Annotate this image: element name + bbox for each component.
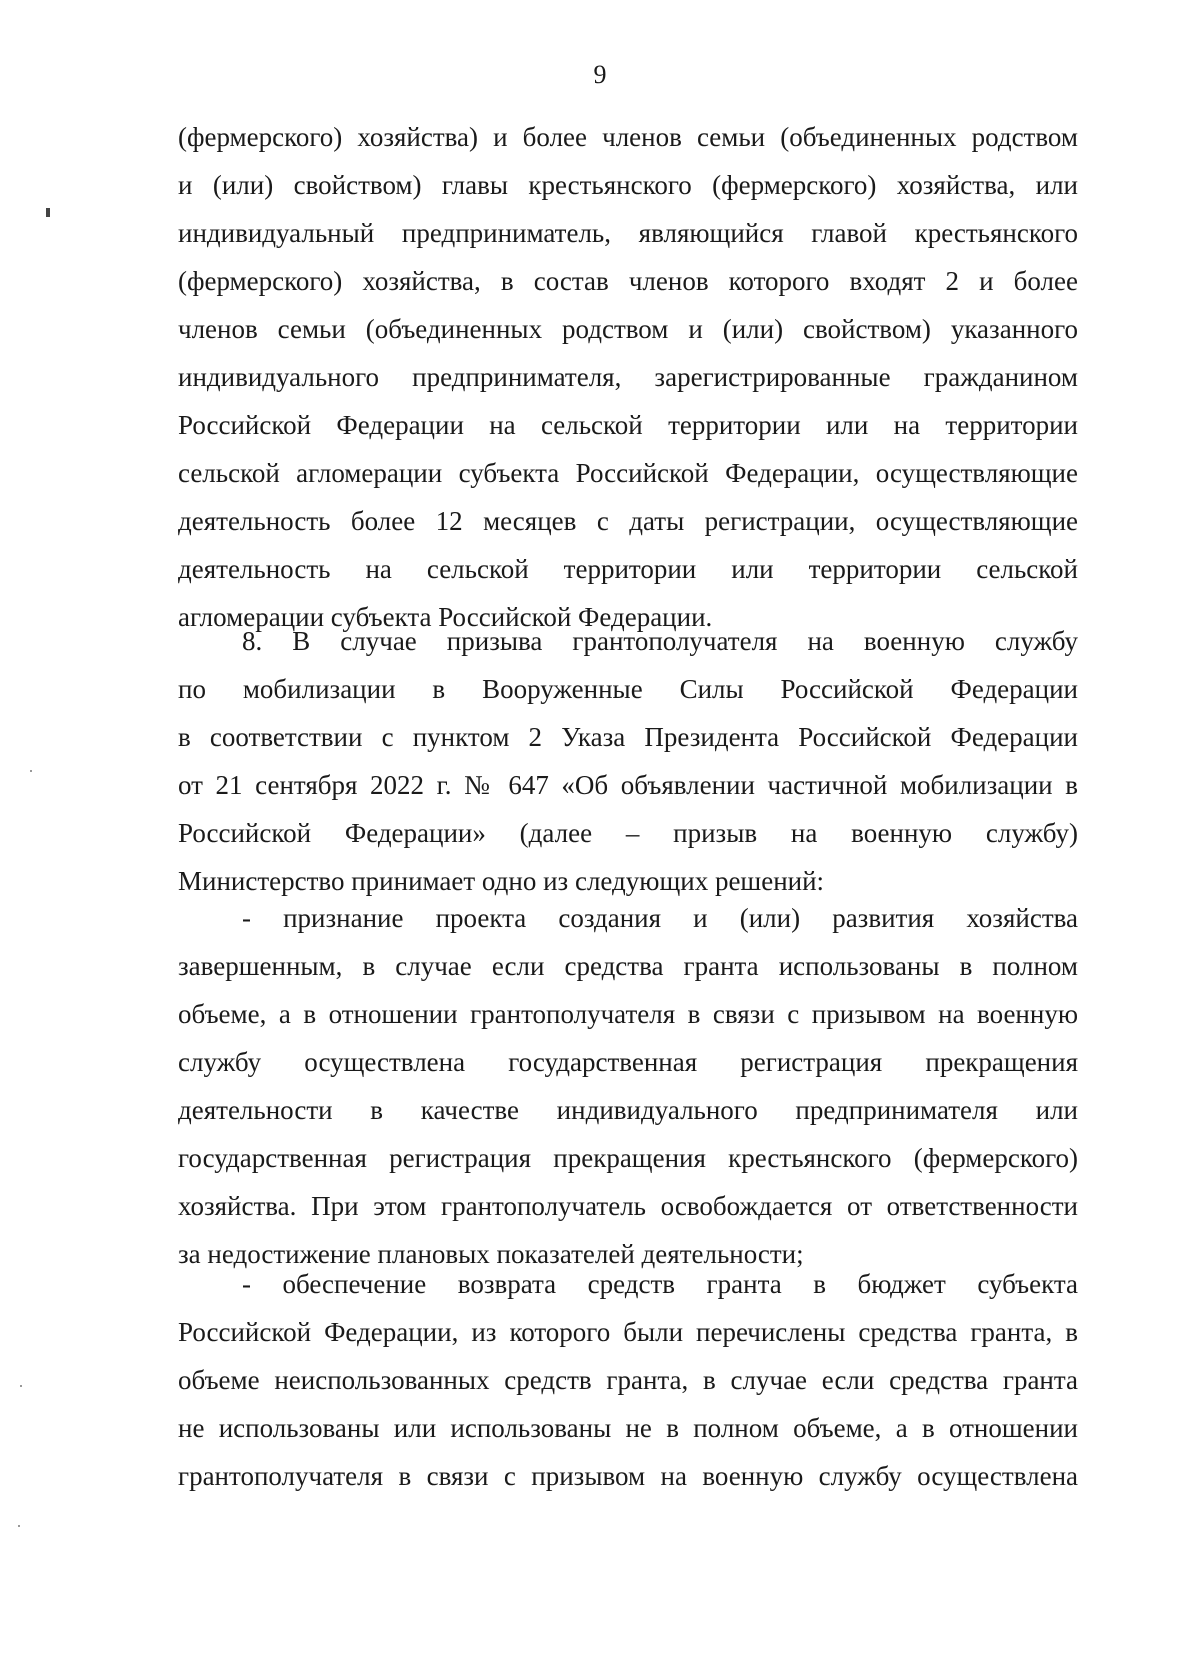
text-line: объеме неиспользованных средств гранта, в случае если средства гранта [178,1365,1078,1395]
text-line: государственная регистрация прекращения крестьянского (фермерского) [178,1143,1078,1173]
text-line: индивидуальный предприниматель, являющийся главой крестьянского [178,218,1078,248]
paragraph-continuation [178,113,1078,641]
text-line: за недостижение плановых показателей деятельности; [178,1239,804,1269]
text-line: и (или) свойством) главы крестьянского (фермерского) хозяйства, или [178,170,1078,200]
text-line: деятельность более 12 месяцев с даты регистрации, осуществляющие [178,506,1078,536]
text-line: в соответствии с пунктом 2 Указа Президента Российской Федерации [178,722,1078,752]
scan-speck [30,770,32,772]
scan-speck [20,1385,22,1387]
text-line: грантополучателя в связи с призывом на военную службу осуществлена [178,1461,1078,1491]
text-line: по мобилизации в Вооруженные Силы Российской Федерации [178,674,1078,704]
text-line: Министерство принимает одно из следующих решений: [178,866,825,896]
text-line: деятельность на сельской территории или территории сельской [178,554,1078,584]
text-line: Российской Федерации» (далее – призыв на военную службу) [178,818,1078,848]
text-line: Российской Федерации, из которого были перечислены средства гранта, в [178,1317,1078,1347]
text-line: сельской агломерации субъекта Российской Федерации, осуществляющие [178,458,1078,488]
text-line: объеме, а в отношении грантополучателя в связи с призывом на военную [178,999,1078,1029]
text-line: - признание проекта создания и (или) развития хозяйства [242,903,1078,933]
margin-scan-mark [46,208,50,217]
text-line: завершенным, в случае если средства гранта использованы в полном [178,951,1078,981]
paragraph-8 [178,617,1078,905]
text-line: хозяйства. При этом грантополучатель освобождается от ответственности [178,1191,1078,1221]
text-line: индивидуального предпринимателя, зарегистрированные гражданином [178,362,1078,392]
text-line: агломерации субъекта Российской Федерации. [178,602,713,632]
text-line: службу осуществлена государственная регистрация прекращения [178,1047,1078,1077]
text-line: - обеспечение возврата средств гранта в бюджет субъекта [242,1269,1078,1299]
scan-speck [18,1525,20,1527]
list-item-refund [178,1260,1078,1500]
text-line: (фермерского) хозяйства) и более членов семьи (объединенных родством [178,122,1078,152]
text-line: Российской Федерации на сельской территории или на территории [178,410,1078,440]
text-line: членов семьи (объединенных родством и (или) свойством) указанного [178,314,1078,344]
text-line: (фермерского) хозяйства, в состав членов которого входят 2 и более [178,266,1078,296]
text-line: от 21 сентября 2022 г. № 647 «Об объявлении частичной мобилизации в [178,770,1078,800]
list-item-recognition [178,894,1078,1278]
text-line: 8. В случае призыва грантополучателя на военную службу [242,626,1078,656]
text-line: не использованы или использованы не в полном объеме, а в отношении [178,1413,1078,1443]
page-number: 9 [593,60,607,89]
text-line: деятельности в качестве индивидуального предпринимателя или [178,1095,1078,1125]
